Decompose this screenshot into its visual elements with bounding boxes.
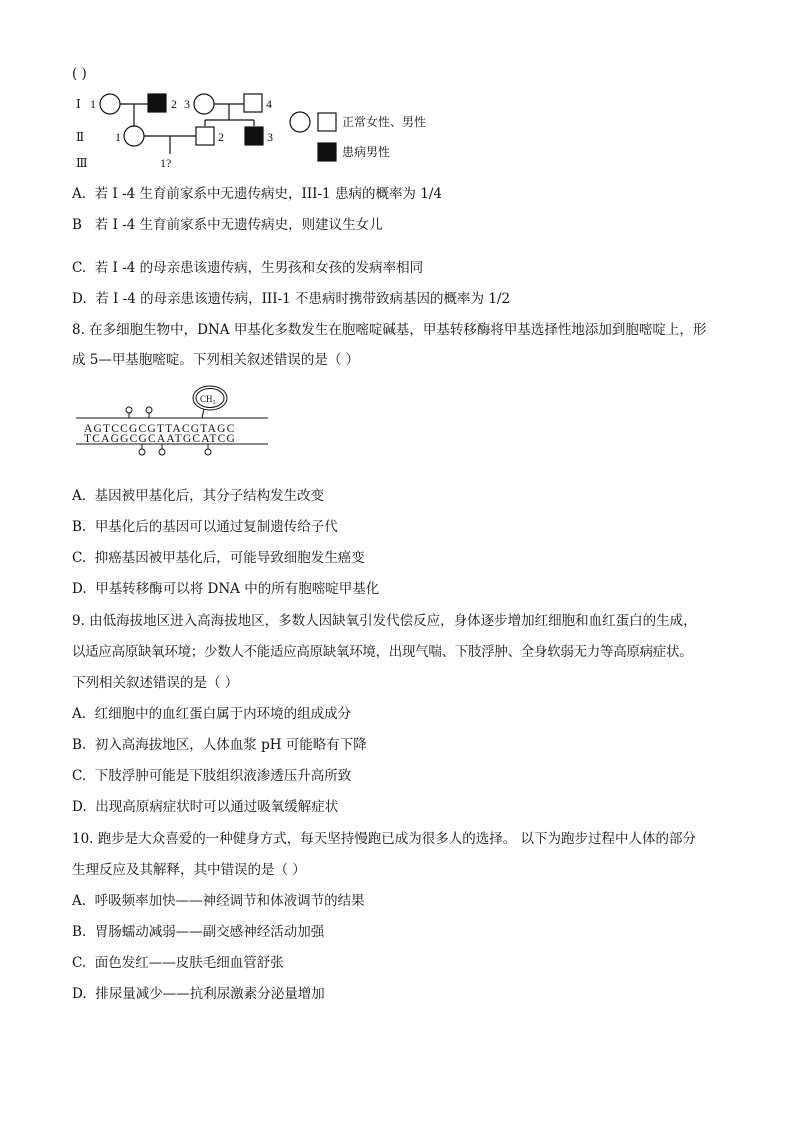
q10-option-d[interactable]: D. 排尿量减少——抗利尿激素分泌量增加: [72, 986, 325, 1002]
q8-option-b[interactable]: B. 甲基化后的基因可以通过复制遗传给子代: [72, 519, 338, 535]
pedigree-gen-III: Ⅲ: [76, 156, 88, 170]
dna-strand-bottom: TCAGGCGCAATGCATCG: [84, 433, 237, 445]
q8-option-a[interactable]: A. 基因被甲基化后，其分子结构发生改变: [72, 488, 325, 504]
pedigree-I1-female-normal: [100, 94, 120, 114]
dna-strand-top: AGTCCGCGTTACGTAGC: [84, 423, 236, 435]
q9-stem-line2: 以适应高原缺氧环境；少数人不能适应高原缺氧环境，出现气喘、下肢浮肿、全身软弱无力等高原病症状。: [72, 644, 693, 660]
pedigree-label-II3: 3: [267, 130, 273, 144]
methyl-marker-top-2: [146, 407, 152, 413]
q7-stem-paren: ( ): [72, 66, 87, 82]
q9-option-a[interactable]: A. 红细胞中的血红蛋白属于内环境的组成成分: [72, 706, 352, 722]
q9-option-b[interactable]: B. 初入高海拔地区，人体血浆 pH 可能略有下降: [72, 737, 367, 753]
q9-option-c[interactable]: C. 下肢浮肿可能是下肢组织液渗透压升高所致: [72, 768, 352, 784]
pedigree-label-I2: 2: [171, 97, 177, 111]
q9-stem-line1: 9. 由低海拔地区进入高海拔地区，多数人因缺氧引发代偿反应，身体逐步增加红细胞和血红蛋白的生成，: [72, 613, 697, 629]
dna-methylation-figure: [72, 380, 282, 466]
ch3-label: CH₃: [200, 394, 216, 404]
legend-filled-square-icon: [318, 143, 336, 161]
legend-normal-label: 正常女性、男性: [342, 115, 427, 129]
q7-option-a[interactable]: A. 若 I -4 生育前家系中无遗传病史，III-1 患病的概率为 1/4: [72, 186, 442, 202]
pedigree-gen-II: Ⅱ: [76, 130, 85, 144]
q10-option-b[interactable]: B. 胃肠蠕动减弱——副交感神经活动加强: [72, 924, 325, 940]
pedigree-label-II1: 1: [115, 130, 121, 144]
pedigree-label-III1: 1?: [160, 156, 172, 170]
pedigree-I4-male-normal: [244, 94, 262, 112]
pedigree-I2-male-affected: [148, 94, 166, 112]
pedigree-label-I4: 4: [266, 97, 272, 111]
q8-option-d[interactable]: D. 甲基转移酶可以将 DNA 中的所有胞嘧啶甲基化: [72, 581, 380, 597]
q7-option-c[interactable]: C. 若 I -4 的母亲患该遗传病，生男孩和女孩的发病率相同: [72, 260, 424, 276]
pedigree-II1-female-normal: [124, 126, 144, 146]
q10-option-c[interactable]: C. 面色发红——皮肤毛细血管舒张: [72, 955, 284, 971]
q9-option-d[interactable]: D. 出现高原病症状时可以通过吸氧缓解症状: [72, 799, 339, 815]
q10-option-a[interactable]: A. 呼吸频率加快——神经调节和体液调节的结果: [72, 893, 365, 909]
legend-circle-icon: [290, 112, 310, 132]
pedigree-label-I3: 3: [184, 97, 190, 111]
methyl-marker-bottom-1: [139, 449, 145, 455]
methyl-marker-top-1: [126, 407, 132, 413]
q8-option-c[interactable]: C. 抑癌基因被甲基化后，可能导致细胞发生癌变: [72, 550, 365, 566]
pedigree-label-II2: 2: [218, 130, 224, 144]
q9-stem-line3: 下列相关叙述错误的是（ ）: [72, 675, 239, 691]
pedigree-label-I1: 1: [90, 97, 96, 111]
legend-affected-label: 患病男性: [342, 145, 391, 159]
q7-option-b[interactable]: B 若 I -4 生育前家系中无遗传病史，则建议生女儿: [72, 217, 383, 233]
methyl-marker-bottom-3: [205, 449, 211, 455]
pedigree-chart: [72, 92, 452, 172]
q10-stem-line2: 生理反应及其解释，其中错误的是（ ）: [72, 862, 306, 878]
q7-option-d[interactable]: D. 若 I -4 的母亲患该遗传病，III-1 不患病时携带致病基因的概率为 1/2: [72, 291, 511, 307]
legend-square-icon: [318, 113, 336, 131]
pedigree-II3-male-affected: [245, 127, 263, 145]
q8-stem-line2: 成 5—甲基胞嘧啶。下列相关叙述错误的是（ ）: [72, 352, 360, 368]
methyl-marker-bottom-2: [159, 449, 165, 455]
pedigree-gen-I: Ⅰ: [76, 97, 81, 111]
q8-stem-line1: 8. 在多细胞生物中，DNA 甲基化多数发生在胞嘧啶碱基，甲基转移酶将甲基选择性地添加到胞嘧啶上，形: [72, 322, 707, 338]
q10-stem-line1: 10. 跑步是大众喜爱的一种健身方式，每天坚持慢跑已成为很多人的选择。 以下为跑步过程中人体的部分: [72, 831, 697, 847]
pedigree-II2-male-normal: [196, 127, 214, 145]
pedigree-I3-female-normal: [194, 94, 214, 114]
